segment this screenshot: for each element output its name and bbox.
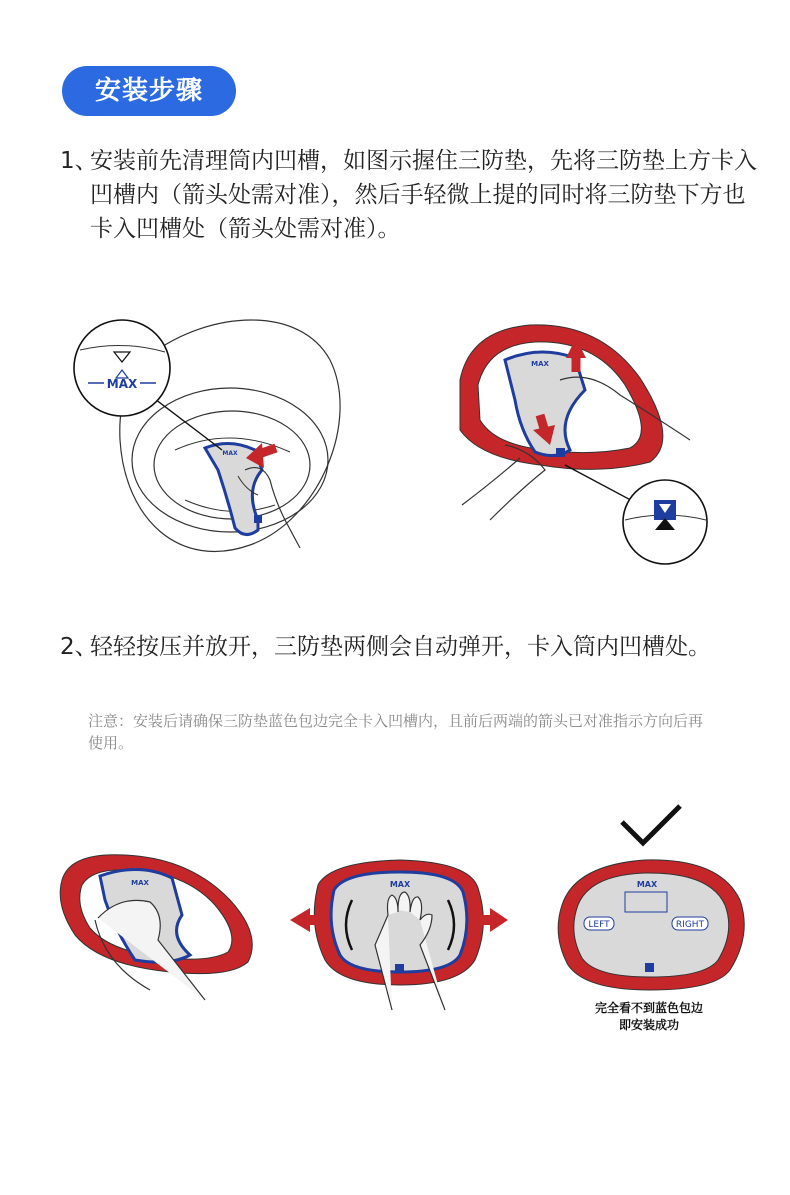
step-2-text: 轻轻按压并放开，三防垫两侧会自动弹开，卡入筒内凹槽处。 — [90, 634, 711, 660]
figure-ring-insert — [460, 325, 707, 564]
section-title-badge: 安装步骤 — [62, 66, 236, 116]
figure-drum-insert — [74, 320, 340, 551]
left-label: LEFT — [588, 920, 610, 930]
fig3-max-label: MAX — [131, 879, 149, 887]
check-icon — [622, 806, 680, 843]
figure-press-1 — [60, 855, 252, 1000]
fig5-max-label: MAX — [636, 880, 658, 889]
success-caption — [548, 1000, 750, 1034]
right-label: RIGHT — [675, 920, 705, 930]
success-caption-line-2: 即安装成功 — [618, 1018, 679, 1032]
figure-press-2 — [290, 860, 508, 1010]
zoom1-max-label: MAX — [106, 377, 138, 391]
success-caption-line-1: 完全看不到蓝色包边 — [594, 1001, 703, 1015]
step-1-number: 1、 — [60, 148, 98, 174]
step-2-number: 2、 — [60, 634, 98, 660]
fig4-max-label: MAX — [389, 880, 411, 889]
figure-success — [558, 806, 744, 990]
fig1-max-label: MAX — [222, 450, 238, 457]
step-1-text: 安装前先清理筒内凹槽，如图示握住三防垫，先将三防垫上方卡入凹槽内（箭头处需对准），然后手轻微上提的同时将三防垫下方也卡入凹槽处（箭头处需对准）。 — [90, 148, 757, 242]
fig2-max-label: MAX — [531, 360, 549, 368]
step-2-note: 注意：安装后请确保三防垫蓝色包边完全卡入凹槽内，且前后两端的箭头已对准指示方向后再使用。 — [88, 712, 704, 752]
